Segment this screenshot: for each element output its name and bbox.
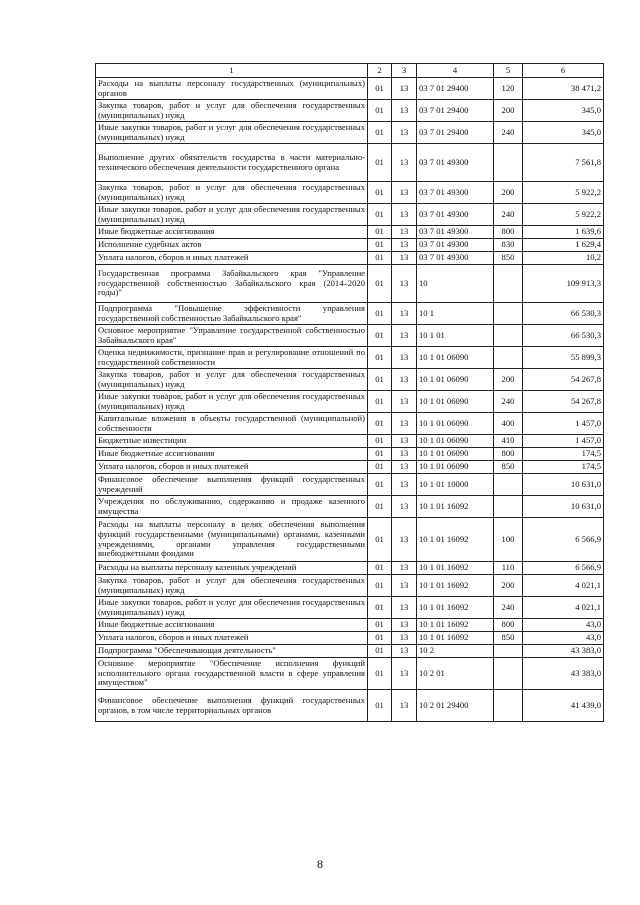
cell-c5: 800	[494, 619, 523, 632]
cell-name: Учреждения по обслуживанию, содержанию и продаже казенного имущества	[96, 496, 368, 518]
cell-c3: 13	[392, 252, 417, 265]
table-row	[96, 562, 604, 575]
table-row	[96, 690, 604, 722]
cell-c2: 01	[368, 182, 392, 204]
cell-c6: 10 631,0	[523, 474, 604, 496]
table-row	[96, 100, 604, 122]
table-row	[96, 619, 604, 632]
table-row	[96, 204, 604, 226]
table-body	[96, 78, 604, 722]
cell-c6: 38 471,2	[523, 78, 604, 100]
cell-c6: 174,5	[523, 448, 604, 461]
cell-name: Иные бюджетные ассигнования	[96, 448, 368, 461]
cell-name: Основное мероприятие "Управление государственной собственностью Забайкальского края"	[96, 325, 368, 347]
cell-c6: 54 267,8	[523, 369, 604, 391]
cell-c5	[494, 303, 523, 325]
cell-c5	[494, 144, 523, 182]
header-col-5: 5	[494, 64, 523, 78]
cell-c2: 01	[368, 100, 392, 122]
cell-c5	[494, 325, 523, 347]
cell-name: Расходы на выплаты персоналу казенных учреждений	[96, 562, 368, 575]
cell-c5: 200	[494, 182, 523, 204]
cell-c2: 01	[368, 496, 392, 518]
cell-c2: 01	[368, 413, 392, 435]
cell-c5	[494, 690, 523, 722]
cell-c5: 240	[494, 391, 523, 413]
cell-name: Уплата налогов, сборов и иных платежей	[96, 632, 368, 645]
cell-c4: 10 1 01 06090	[417, 347, 494, 369]
cell-c4: 10 2 01 29400	[417, 690, 494, 722]
cell-c5: 200	[494, 369, 523, 391]
cell-name: Расходы на выплаты персоналу в целях обеспечения выполнения функций государственными (муниципальными) органами, казенными учреждениями, органами управления государственными внебюджетными фондами	[96, 518, 368, 562]
cell-c3: 13	[392, 461, 417, 474]
cell-c5: 240	[494, 122, 523, 144]
cell-c4: 10 1 01 16092	[417, 619, 494, 632]
cell-c2: 01	[368, 575, 392, 597]
cell-c6: 55 899,3	[523, 347, 604, 369]
cell-name: Иные закупки товаров, работ и услуг для обеспечения государственных (муниципальных) нужд	[96, 204, 368, 226]
table-row	[96, 239, 604, 252]
cell-c4: 10 1 01 06090	[417, 435, 494, 448]
cell-name: Иные закупки товаров, работ и услуг для обеспечения государственных (муниципальных) нужд	[96, 391, 368, 413]
cell-c3: 13	[392, 619, 417, 632]
cell-c4: 10 1 01 06090	[417, 461, 494, 474]
cell-c6: 66 530,3	[523, 303, 604, 325]
cell-c2: 01	[368, 325, 392, 347]
cell-name: Расходы на выплаты персоналу государственных (муниципальных) органов	[96, 78, 368, 100]
cell-c6: 10 631,0	[523, 496, 604, 518]
header-col-6: 6	[523, 64, 604, 78]
cell-c6: 7 561,8	[523, 144, 604, 182]
cell-c5: 100	[494, 518, 523, 562]
cell-c5: 850	[494, 252, 523, 265]
cell-c3: 13	[392, 369, 417, 391]
cell-name: Оценка недвижимости, признание прав и регулирование отношений по государственной собственности	[96, 347, 368, 369]
cell-c5: 110	[494, 562, 523, 575]
cell-c6: 6 566,9	[523, 562, 604, 575]
cell-c6: 1 639,6	[523, 226, 604, 239]
table-row	[96, 265, 604, 303]
cell-name: Подпрограмма "Обеспечивающая деятельность"	[96, 645, 368, 658]
cell-c6: 174,5	[523, 461, 604, 474]
table-row	[96, 391, 604, 413]
cell-c4: 03 7 01 29400	[417, 122, 494, 144]
cell-c4: 03 7 01 49300	[417, 226, 494, 239]
cell-c4: 10 1 01 16092	[417, 518, 494, 562]
table-row	[96, 369, 604, 391]
page-number: 8	[317, 857, 323, 871]
cell-name: Подпрограмма "Повышение эффективности управления государственной собственностью Забайкальского края"	[96, 303, 368, 325]
cell-c3: 13	[392, 562, 417, 575]
cell-c4: 10 1 01 16092	[417, 575, 494, 597]
cell-c3: 13	[392, 496, 417, 518]
cell-c5: 120	[494, 78, 523, 100]
cell-c6: 66 530,3	[523, 325, 604, 347]
cell-c4: 10 1 01	[417, 325, 494, 347]
cell-c6: 345,0	[523, 122, 604, 144]
cell-c4: 10 1 01 16092	[417, 562, 494, 575]
table-row	[96, 122, 604, 144]
cell-c6: 4 021,1	[523, 597, 604, 619]
cell-c5	[494, 645, 523, 658]
cell-c2: 01	[368, 391, 392, 413]
cell-c4: 10 1 01 06090	[417, 413, 494, 435]
table-row	[96, 347, 604, 369]
cell-name: Иные бюджетные ассигнования	[96, 619, 368, 632]
cell-c4: 03 7 01 29400	[417, 78, 494, 100]
cell-c2: 01	[368, 435, 392, 448]
cell-c2: 01	[368, 658, 392, 690]
cell-c4: 03 7 01 49300	[417, 204, 494, 226]
header-col-2: 2	[368, 64, 392, 78]
table-row	[96, 658, 604, 690]
header-row	[96, 64, 604, 78]
cell-c2: 01	[368, 461, 392, 474]
cell-c3: 13	[392, 518, 417, 562]
cell-c5	[494, 474, 523, 496]
cell-c2: 01	[368, 144, 392, 182]
cell-c2: 01	[368, 204, 392, 226]
cell-c3: 13	[392, 78, 417, 100]
cell-c5	[494, 347, 523, 369]
cell-c3: 13	[392, 204, 417, 226]
cell-name: Иные закупки товаров, работ и услуг для обеспечения государственных (муниципальных) нужд	[96, 597, 368, 619]
cell-c4: 03 7 01 49300	[417, 144, 494, 182]
cell-c6: 5 922,2	[523, 204, 604, 226]
cell-c6: 1 457,0	[523, 413, 604, 435]
cell-c2: 01	[368, 78, 392, 100]
cell-c4: 10 2	[417, 645, 494, 658]
cell-name: Исполнение судебных актов	[96, 239, 368, 252]
table-row	[96, 461, 604, 474]
cell-c5	[494, 265, 523, 303]
cell-c5	[494, 658, 523, 690]
cell-c3: 13	[392, 182, 417, 204]
cell-c3: 13	[392, 144, 417, 182]
cell-name: Закупка товаров, работ и услуг для обеспечения государственных (муниципальных) нужд	[96, 369, 368, 391]
table-row	[96, 645, 604, 658]
cell-c4: 10 1 01 06090	[417, 391, 494, 413]
cell-c4: 10 1 01 10000	[417, 474, 494, 496]
header-col-3: 3	[392, 64, 417, 78]
table-row	[96, 448, 604, 461]
cell-c2: 01	[368, 226, 392, 239]
cell-c2: 01	[368, 369, 392, 391]
cell-c5: 200	[494, 100, 523, 122]
cell-c3: 13	[392, 448, 417, 461]
cell-c3: 13	[392, 122, 417, 144]
cell-c2: 01	[368, 303, 392, 325]
cell-c2: 01	[368, 448, 392, 461]
cell-c4: 03 7 01 49300	[417, 182, 494, 204]
cell-c3: 13	[392, 239, 417, 252]
cell-c4: 10 1 01 06090	[417, 369, 494, 391]
cell-c6: 43 383,0	[523, 658, 604, 690]
cell-c4: 03 7 01 49300	[417, 239, 494, 252]
cell-c2: 01	[368, 690, 392, 722]
cell-c6: 5 922,2	[523, 182, 604, 204]
cell-c4: 10 1	[417, 303, 494, 325]
cell-name: Выполнение других обязательств государства в части материально-технического обеспечения деятельности государственного органа	[96, 144, 368, 182]
cell-c3: 13	[392, 265, 417, 303]
cell-c3: 13	[392, 474, 417, 496]
table-row	[96, 518, 604, 562]
table-row	[96, 435, 604, 448]
cell-c2: 01	[368, 562, 392, 575]
table-row	[96, 474, 604, 496]
cell-name: Иные закупки товаров, работ и услуг для обеспечения государственных (муниципальных) нужд	[96, 122, 368, 144]
cell-c3: 13	[392, 575, 417, 597]
cell-c2: 01	[368, 474, 392, 496]
cell-name: Государственная программа Забайкальского края "Управление государственной собственностью Забайкальского края (2014–2020 годы)"	[96, 265, 368, 303]
cell-c5: 240	[494, 597, 523, 619]
cell-c3: 13	[392, 597, 417, 619]
cell-c5: 400	[494, 413, 523, 435]
cell-c3: 13	[392, 303, 417, 325]
cell-c3: 13	[392, 100, 417, 122]
cell-c2: 01	[368, 632, 392, 645]
cell-c3: 13	[392, 226, 417, 239]
cell-c6: 109 913,3	[523, 265, 604, 303]
cell-c3: 13	[392, 690, 417, 722]
cell-name: Основное мероприятие "Обеспечение исполнения функций исполнительного органа государственной власти в сфере управления имуществом"	[96, 658, 368, 690]
cell-c6: 43 383,0	[523, 645, 604, 658]
cell-name: Иные бюджетные ассигнования	[96, 226, 368, 239]
cell-c5: 800	[494, 226, 523, 239]
cell-c5: 830	[494, 239, 523, 252]
cell-c6: 10,2	[523, 252, 604, 265]
cell-c3: 13	[392, 645, 417, 658]
cell-c4: 10 1 01 06090	[417, 448, 494, 461]
cell-c3: 13	[392, 413, 417, 435]
cell-c4: 10 1 01 16092	[417, 496, 494, 518]
cell-name: Уплата налогов, сборов и иных платежей	[96, 461, 368, 474]
table-row	[96, 182, 604, 204]
cell-name: Бюджетные инвестиции	[96, 435, 368, 448]
cell-c2: 01	[368, 265, 392, 303]
table-row	[96, 575, 604, 597]
cell-c3: 13	[392, 435, 417, 448]
cell-c4: 10 1 01 16092	[417, 597, 494, 619]
cell-c6: 1 457,0	[523, 435, 604, 448]
cell-c6: 43,0	[523, 619, 604, 632]
table-row	[96, 303, 604, 325]
cell-c4: 10	[417, 265, 494, 303]
cell-c5: 850	[494, 461, 523, 474]
cell-c2: 01	[368, 252, 392, 265]
cell-name: Уплата налогов, сборов и иных платежей	[96, 252, 368, 265]
cell-c2: 01	[368, 239, 392, 252]
cell-c4: 03 7 01 29400	[417, 100, 494, 122]
cell-name: Финансовое обеспечение выполнения функций государственных учреждений	[96, 474, 368, 496]
cell-c6: 54 267,8	[523, 391, 604, 413]
table-row	[96, 496, 604, 518]
table-row	[96, 632, 604, 645]
cell-name: Закупка товаров, работ и услуг для обеспечения государственных (муниципальных) нужд	[96, 575, 368, 597]
cell-c5: 850	[494, 632, 523, 645]
cell-c6: 43,0	[523, 632, 604, 645]
table-row	[96, 78, 604, 100]
cell-c5: 800	[494, 448, 523, 461]
cell-c2: 01	[368, 597, 392, 619]
table-row	[96, 226, 604, 239]
cell-c6: 1 629,4	[523, 239, 604, 252]
table-row	[96, 252, 604, 265]
cell-c5	[494, 496, 523, 518]
cell-c2: 01	[368, 645, 392, 658]
cell-c2: 01	[368, 122, 392, 144]
cell-name: Капитальные вложения в объекты государственной (муниципальной) собственности	[96, 413, 368, 435]
cell-c3: 13	[392, 325, 417, 347]
table-row	[96, 597, 604, 619]
table-row	[96, 413, 604, 435]
cell-c5: 240	[494, 204, 523, 226]
cell-c6: 345,0	[523, 100, 604, 122]
cell-c6: 41 439,0	[523, 690, 604, 722]
header-col-4: 4	[417, 64, 494, 78]
cell-c3: 13	[392, 658, 417, 690]
cell-name: Закупка товаров, работ и услуг для обеспечения государственных (муниципальных) нужд	[96, 100, 368, 122]
header-col-1: 1	[96, 64, 368, 78]
cell-name: Финансовое обеспечение выполнения функций государственных органов, в том числе территориальных органов	[96, 690, 368, 722]
table-row	[96, 144, 604, 182]
cell-c5: 200	[494, 575, 523, 597]
cell-c3: 13	[392, 347, 417, 369]
cell-c2: 01	[368, 347, 392, 369]
table-row	[96, 325, 604, 347]
cell-c2: 01	[368, 619, 392, 632]
cell-c4: 10 2 01	[417, 658, 494, 690]
cell-c5: 410	[494, 435, 523, 448]
cell-c4: 10 1 01 16092	[417, 632, 494, 645]
cell-c2: 01	[368, 518, 392, 562]
cell-c6: 6 566,9	[523, 518, 604, 562]
cell-name: Закупка товаров, работ и услуг для обеспечения государственных (муниципальных) нужд	[96, 182, 368, 204]
budget-table	[95, 63, 604, 722]
cell-c3: 13	[392, 632, 417, 645]
cell-c4: 03 7 01 49300	[417, 252, 494, 265]
cell-c3: 13	[392, 391, 417, 413]
cell-c6: 4 021,1	[523, 575, 604, 597]
